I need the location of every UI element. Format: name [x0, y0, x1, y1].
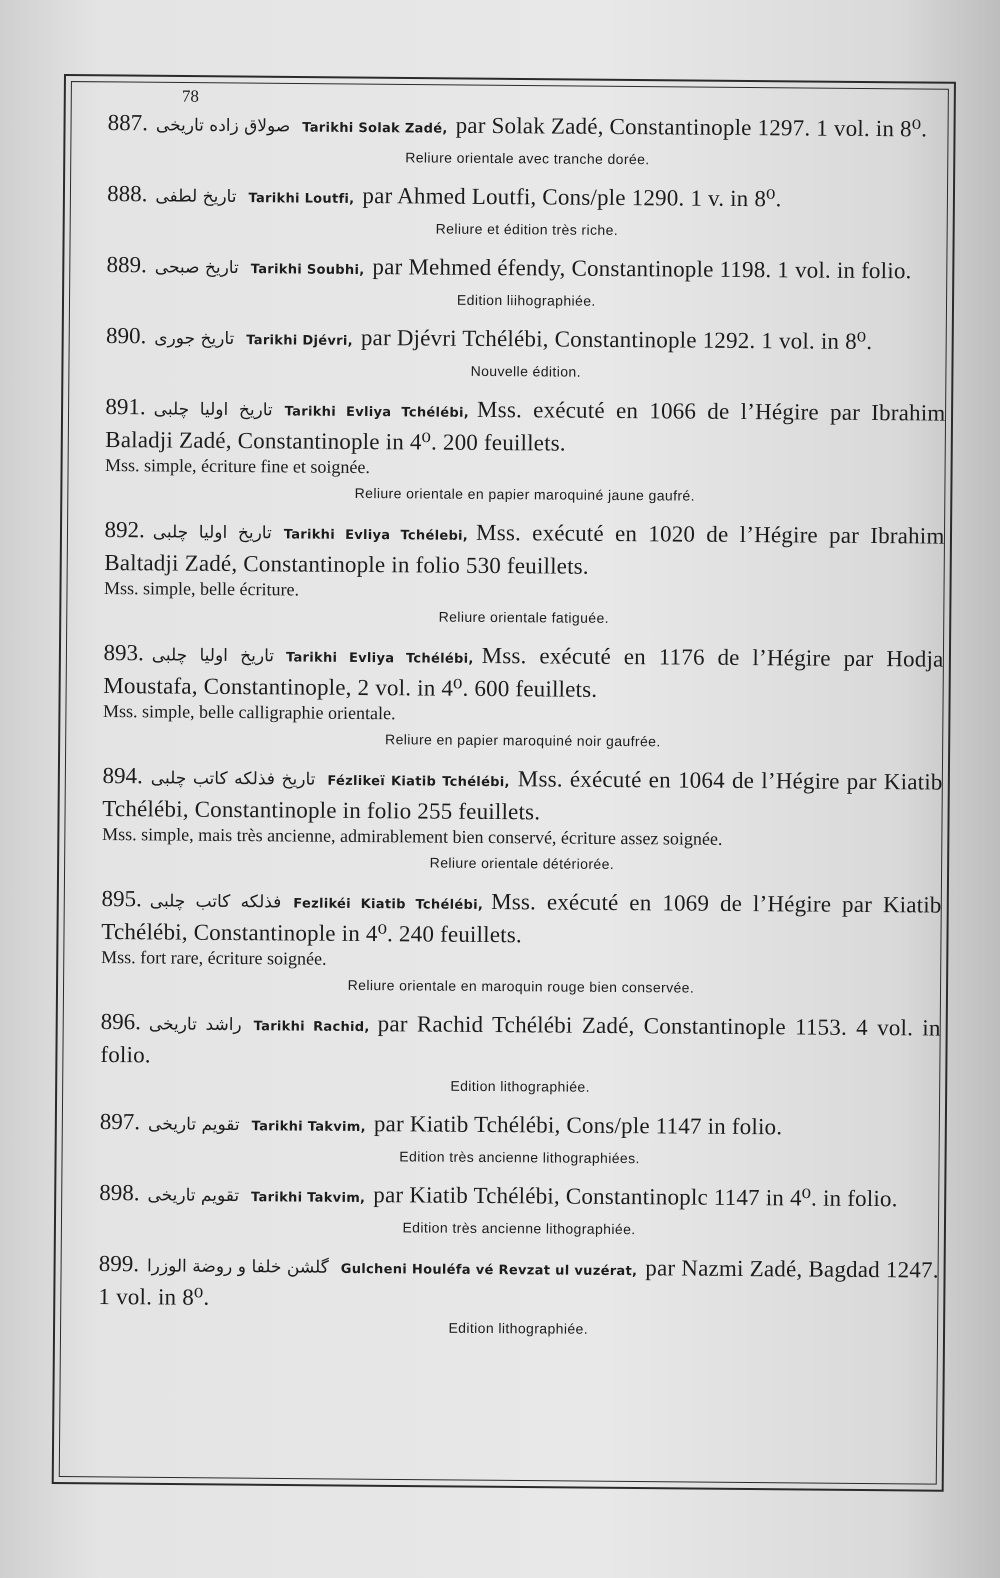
- entry-main-text: [106, 321, 946, 361]
- entry-number: 894.: [102, 762, 143, 789]
- entry-main-text: [99, 1178, 939, 1218]
- entry-number: 893.: [103, 639, 144, 666]
- manuscript-note: Mss. fort rare, écriture soignée.: [101, 946, 327, 969]
- arabic-title: صولاق زاده تاريخى: [155, 115, 291, 137]
- entry-description: par Kiatib Tchélébi, Cons/ple 1147 in folio.: [373, 1111, 783, 1140]
- catalogue-entry-889: [106, 250, 946, 312]
- catalogue-entry-896: [100, 1007, 941, 1098]
- transliterated-title: Tarikhi Evliya Tchélébi,: [284, 404, 470, 421]
- catalogue-entry-897: [100, 1107, 940, 1169]
- transliterated-title: Gulcheni Houléfa vé Revzat ul vuzérat,: [340, 1261, 638, 1280]
- arabic-title: گلشن خلفا و روضة الوزرا: [146, 1256, 329, 1278]
- entry-number: 888.: [107, 180, 148, 207]
- arabic-title: تقويم تاريخى: [147, 1185, 240, 1207]
- binding-note: Reliure orientale détériorée.: [429, 854, 615, 872]
- entry-description: par Djévri Tchélébi, Constantinople 1292. 1 vol. in 8⁰.: [360, 324, 873, 355]
- transliterated-title: Tarikhi Takvim,: [251, 1119, 366, 1136]
- entry-description: Mss. exécuté en 1176 de l’Hégire par Hodja Moustafa, Constantinople, 2 vol. in 4⁰. 600 feuillets.: [103, 642, 944, 702]
- binding-note: Reliure et édition très riche.: [435, 220, 619, 239]
- arabic-title: راشد تاريخى: [148, 1014, 242, 1036]
- entry-description: Mss. exécuté en 1069 de l’Hégire par Kiatib Tchélébi, Constantinople in 4⁰. 240 feuillets.: [101, 889, 942, 948]
- transliterated-title: Tarikhi Soubhi,: [250, 262, 365, 279]
- entry-main-text: [98, 1249, 938, 1318]
- arabic-title: فذلكه كاتب چلبى: [149, 891, 282, 913]
- entry-main-text: [108, 108, 948, 148]
- catalogue-entry-887: [107, 108, 947, 170]
- entry-number: 897.: [99, 1108, 141, 1135]
- entry-number: 896.: [100, 1008, 141, 1035]
- entry-description: par Ahmed Loutfi, Cons/ple 1290. 1 v. in 8⁰.: [362, 183, 782, 212]
- catalogue-content: [98, 86, 948, 1356]
- arabic-title: تاريخ اوليا چلبى: [152, 522, 272, 544]
- transliterated-title: Tarikhi Loutfi,: [248, 191, 355, 207]
- entry-main-text: [104, 515, 944, 584]
- entry-main-text: [102, 761, 942, 830]
- transliterated-title: Tarikhi Solak Zadé,: [302, 120, 448, 137]
- binding-note: Reliure orientale en maroquin rouge bien conservée.: [347, 976, 695, 996]
- binding-note: Edition très ancienne lithographiées.: [399, 1148, 640, 1167]
- binding-note: Reliure orientale en papier maroquiné jaune gaufré.: [354, 484, 696, 504]
- catalogue-entry-899: [98, 1249, 939, 1340]
- binding-note: Edition lithographiée.: [450, 1077, 590, 1095]
- transliterated-title: Tarikhi Evliya Tchélébi,: [285, 650, 474, 667]
- catalogue-entry-888: [107, 179, 947, 241]
- catalogue-entry-890: [106, 321, 946, 383]
- entry-description: par Mehmed éfendy, Constantinople 1198. 1 vol. in folio.: [372, 254, 912, 284]
- catalogue-entry-893: [103, 638, 944, 752]
- page-number: 78: [181, 86, 199, 106]
- entry-number: 898.: [99, 1179, 140, 1206]
- manuscript-note: Mss. simple, belle écriture.: [103, 577, 300, 600]
- entry-description: Mss. éxécuté en 1064 de l’Hégire par Kiatib Tchélébi, Constantinople in folio 255 feuillets.: [102, 766, 943, 825]
- entry-main-text: [101, 884, 941, 953]
- transliterated-title: Fézlikeï Kiatib Tchélébi,: [327, 773, 510, 791]
- binding-note: Edition lithographiée.: [448, 1319, 589, 1337]
- entry-description: Mss. exécuté en 1020 de l’Hégire par Ibrahim Baltadji Zadé, Constantinople in folio 530 feuillets.: [104, 519, 945, 579]
- arabic-title: تاريخ جورى: [154, 328, 235, 349]
- entry-description: par Rachid Tchélébi Zadé, Constantinople 1153. 4 vol. in folio.: [100, 1011, 941, 1068]
- manuscript-note: Mss. simple, écriture fine et soignée.: [104, 454, 371, 478]
- manuscript-note: Mss. simple, belle calligraphie orientale.: [103, 700, 396, 724]
- binding-note: Reliure en papier maroquiné noir gaufrée.: [385, 731, 661, 750]
- arabic-title: تاريخ اوليا چلبى: [151, 645, 275, 667]
- catalogue-entry-891: [105, 392, 946, 506]
- transliterated-title: Tarikhi Djévri,: [246, 333, 353, 349]
- entry-main-text: [107, 179, 947, 219]
- catalogue-entry-892: [104, 515, 945, 629]
- entry-number: 895.: [101, 885, 142, 912]
- entry-number: 891.: [105, 393, 146, 420]
- entry-number: 889.: [106, 251, 147, 278]
- entry-number: 892.: [104, 516, 145, 543]
- transliterated-title: Tarikhi Rachid,: [253, 1019, 370, 1036]
- entry-main-text: [100, 1107, 940, 1147]
- binding-note: Edition très ancienne lithographiée.: [402, 1219, 636, 1238]
- manuscript-note: Mss. simple, mais très ancienne, admirablement bien conservé, écriture assez soignée.: [102, 823, 723, 849]
- binding-note: Edition liihographiée.: [456, 291, 596, 309]
- entry-description: par Kiatib Tchélébi, Constantinoplc 1147 in 4⁰. in folio.: [373, 1182, 898, 1212]
- entry-description: Mss. exécuté en 1066 de l’Hégire par Ibrahim Baladji Zadé, Constantinople in 4⁰. 200 feuillets.: [105, 396, 946, 456]
- entry-main-text: [106, 250, 946, 290]
- transliterated-title: Tarikhi Evliya Tchélebi,: [283, 527, 469, 544]
- transliterated-title: Tarikhi Takvim,: [251, 1190, 366, 1207]
- catalogue-entry-898: [99, 1178, 939, 1240]
- catalogue-entry-895: [101, 884, 942, 998]
- entry-number: 887.: [107, 109, 149, 136]
- arabic-title: تاريخ لطفى: [155, 186, 237, 208]
- arabic-title: تاريخ صبحى: [154, 257, 239, 279]
- entry-main-text: [105, 392, 945, 461]
- arabic-title: تقويم تاريخى: [148, 1114, 240, 1136]
- entry-description: par Nazmi Zadé, Bagdad 1247. 1 vol. in 8⁰.: [98, 1255, 939, 1310]
- entry-main-text: [100, 1007, 940, 1076]
- binding-note: Reliure orientale avec tranche dorée.: [405, 149, 650, 168]
- entry-description: par Solak Zadé, Constantinople 1297. 1 vol. in 8⁰.: [455, 112, 928, 142]
- arabic-title: تاريخ فذلكه كاتب چلبى: [150, 768, 316, 790]
- entry-main-text: [103, 638, 943, 707]
- entry-number: 899.: [98, 1250, 140, 1277]
- binding-note: Nouvelle édition.: [470, 362, 581, 380]
- binding-note: Reliure orientale fatiguée.: [438, 608, 610, 626]
- catalogue-entry-894: [102, 761, 943, 875]
- arabic-title: تاريخ اوليا چلبى: [153, 399, 273, 421]
- entry-number: 890.: [105, 322, 147, 349]
- transliterated-title: Fezlikéi Kiatib Tchélébi,: [293, 896, 484, 913]
